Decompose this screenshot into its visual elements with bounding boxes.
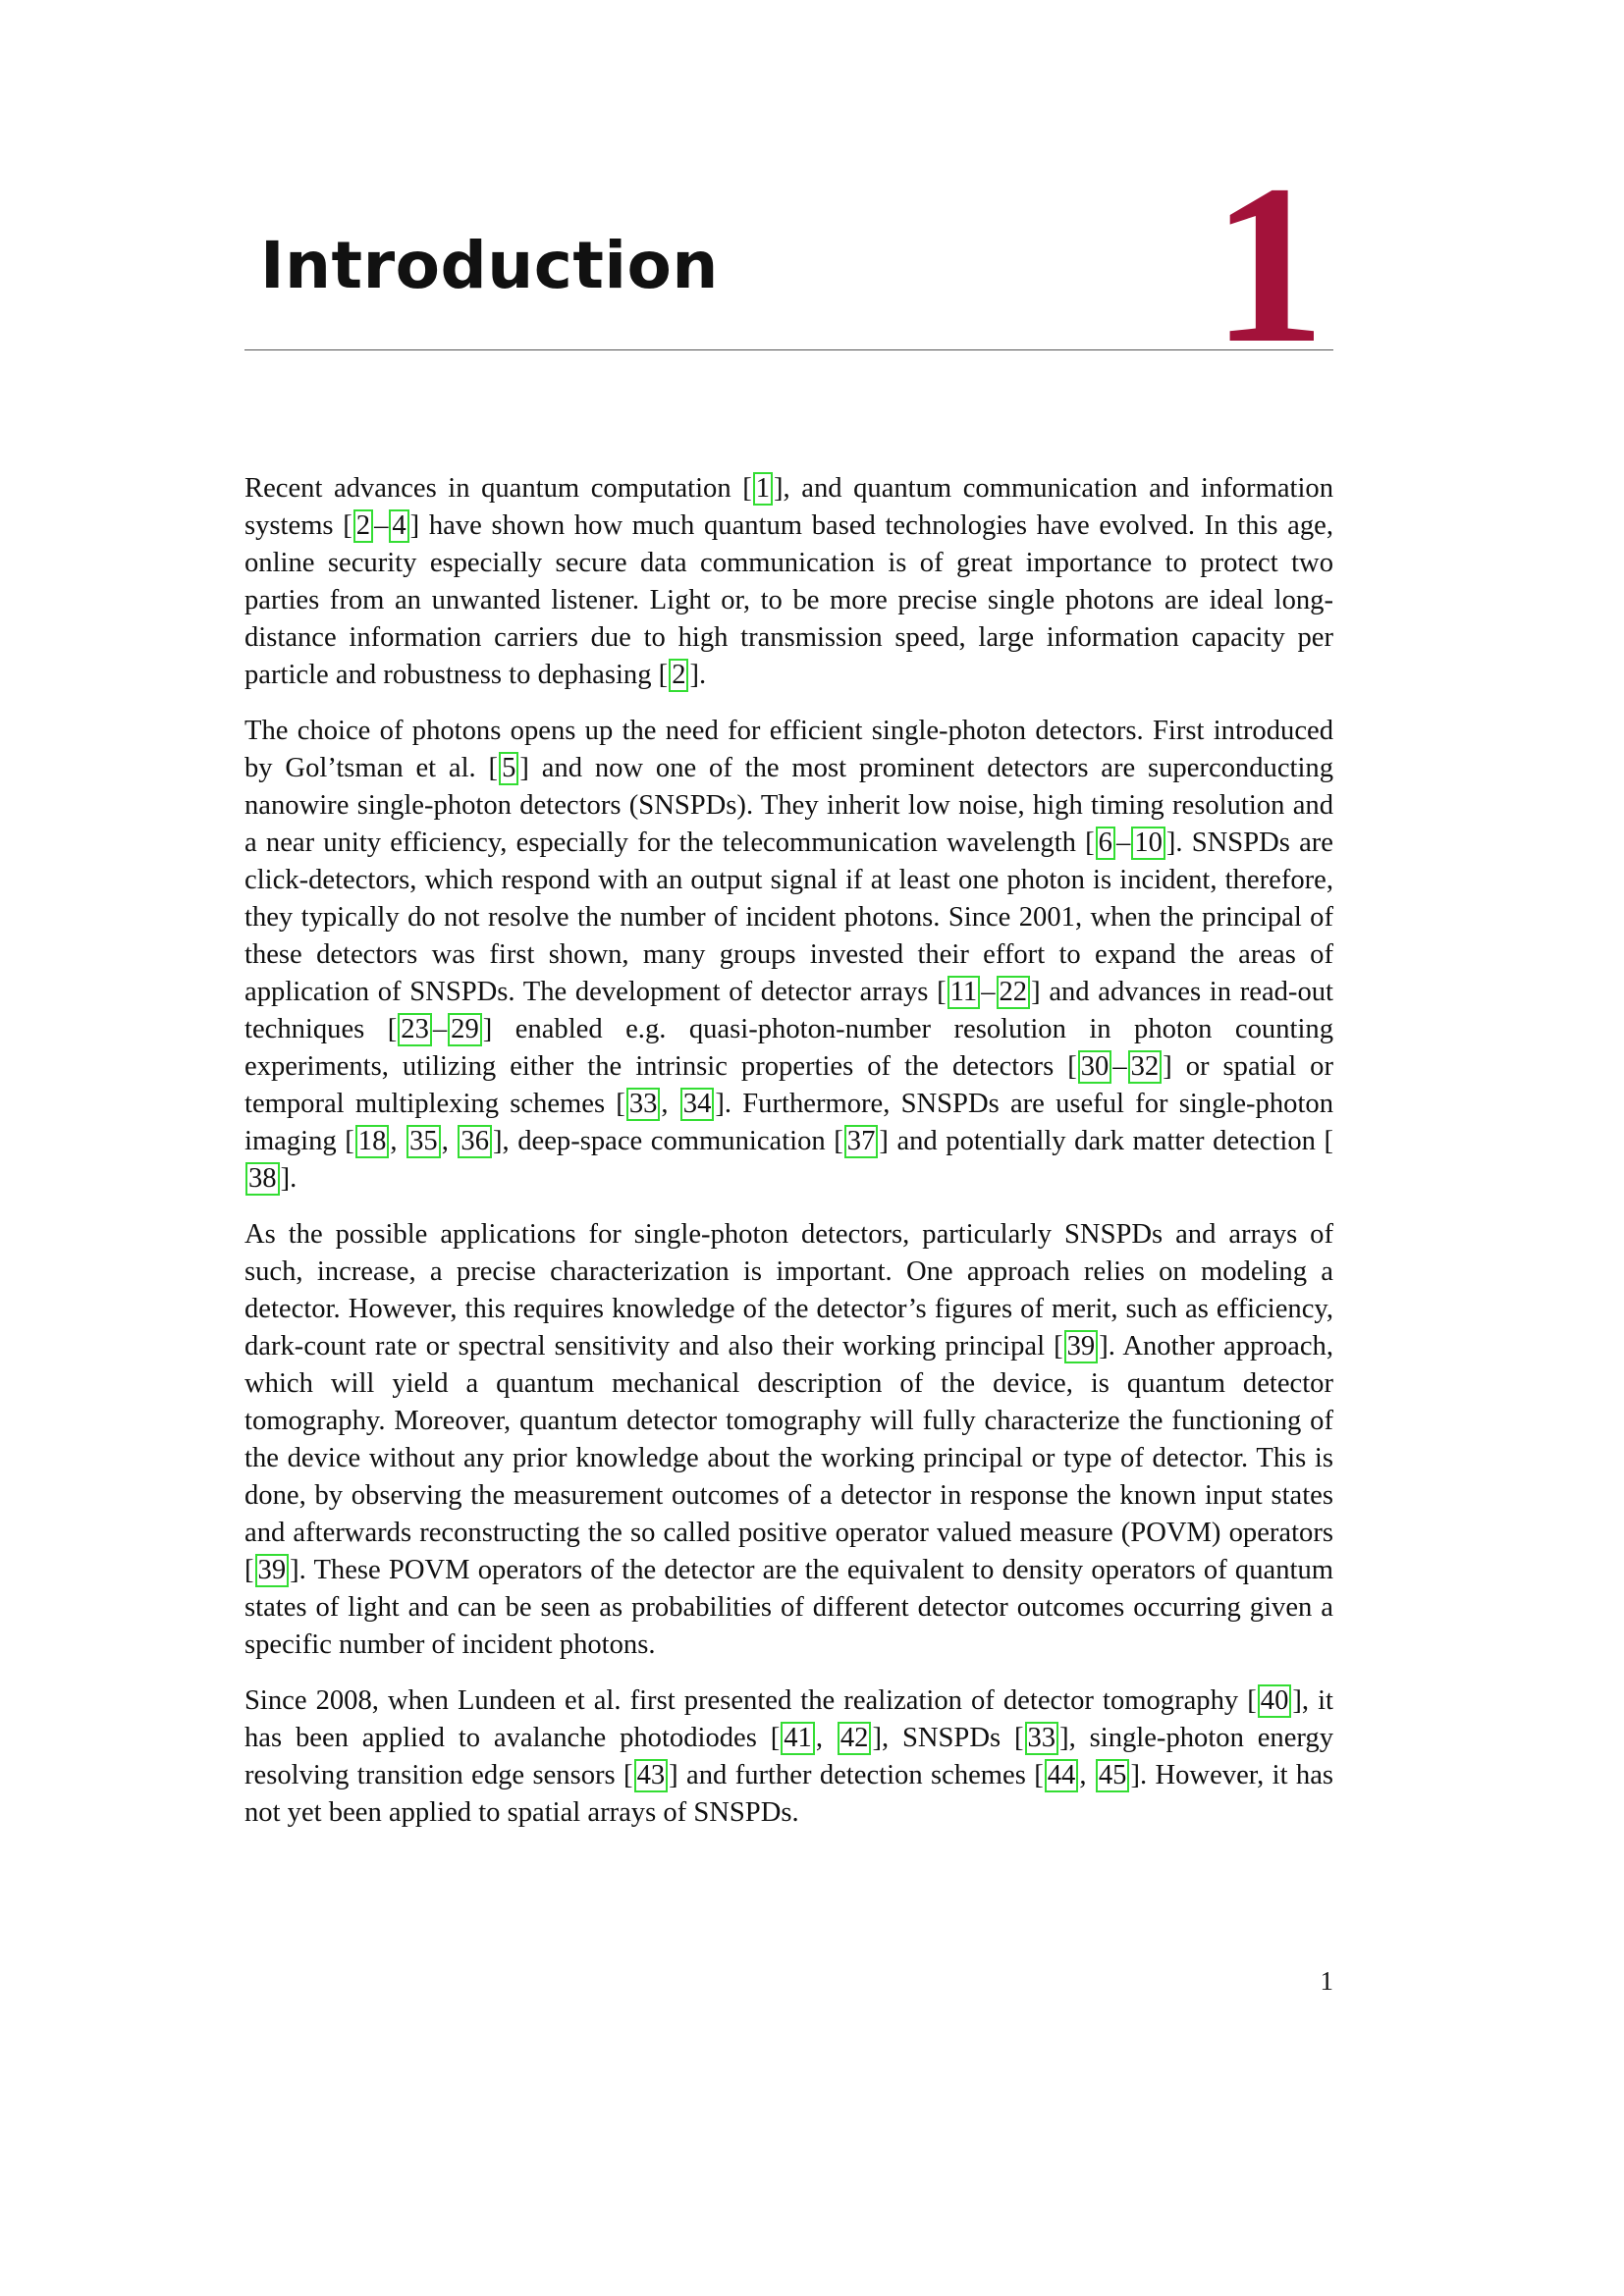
citation-link[interactable]: 36 [458,1125,492,1158]
paragraph-text: ], single-photon energy resolving transition edge sensors [ [244,1723,1334,1790]
paragraph-text: ] have shown how much quantum based technologies have evolved. In this age, online security especially secure data communication is of great importance to protect two parties from an unwanted listener. Light or, to be more precise single photons are ideal long-distance information carriers due to high transmission speed, large information capacity per particle and robustness to dephasing [ [244,510,1333,690]
citation-link[interactable]: 35 [406,1125,441,1158]
paragraph-text: ] and further detection schemes [ [669,1760,1044,1790]
citation-link[interactable]: 41 [781,1722,815,1755]
citation-link[interactable]: 11 [947,976,981,1009]
citation-link[interactable]: 22 [997,976,1031,1009]
paragraph-text: ] and advances in read-out techniques [ [244,977,1333,1044]
citation-link[interactable]: 1 [753,472,773,506]
citation-link[interactable]: 30 [1078,1050,1112,1084]
paragraph-1 [244,470,1333,694]
paragraph-text: – [432,1014,448,1044]
paragraph-text: – [1112,1051,1127,1082]
citation-link[interactable]: 42 [838,1722,872,1755]
paragraph-text: The choice of photons opens up the need for efficient single-photon detectors. First introduced by Gol’tsman et al. [ [244,716,1333,783]
paragraph-text: – [374,510,389,541]
citation-link[interactable]: 40 [1258,1684,1292,1718]
paragraph-text: ]. Furthermore, SNSPDs are useful for single-photon imaging [ [244,1089,1333,1156]
citation-link[interactable]: 33 [1025,1722,1059,1755]
citation-link[interactable]: 37 [844,1125,879,1158]
paragraph-text: ]. These POVM operators of the detector are the equivalent to density operators of quantum states of light and can be seen as probabilities of different detector outcomes occurring given a specific number of incident photons. [244,1555,1333,1660]
paragraph-text: ]. However, it has not yet been applied to spatial arrays of SNSPDs. [244,1760,1334,1828]
citation-link[interactable]: 10 [1131,827,1165,860]
paragraph-text: ], it has been applied to avalanche photodiodes [ [244,1685,1333,1753]
citation-link[interactable]: 23 [398,1013,432,1046]
citation-link[interactable]: 2 [353,509,373,543]
chapter-number: 1 [1212,138,1326,391]
paragraph-text: ]. [280,1163,298,1194]
paragraph-text: ], and quantum communication and information systems [ [244,473,1333,541]
citation-link[interactable]: 29 [448,1013,482,1046]
paragraph-text: , [815,1723,837,1753]
citation-link[interactable]: 5 [499,752,518,785]
paragraph-2 [244,713,1333,1198]
paragraph-text: ], deep-space communication [ [493,1126,843,1156]
paragraph-text: – [981,977,996,1007]
paragraph-text: , [390,1126,406,1156]
paragraph-text: ] or spatial or temporal multiplexing schemes [ [244,1051,1333,1119]
citation-link[interactable]: 32 [1128,1050,1163,1084]
paragraph-text: , [661,1089,679,1119]
citation-link[interactable]: 45 [1096,1759,1130,1792]
paragraph-text: Since 2008, when Lundeen et al. first presented the realization of detector tomography [ [244,1685,1257,1716]
chapter-title: Introduction [260,228,719,303]
paragraph-3 [244,1216,1333,1664]
paragraph-4 [244,1682,1333,1832]
paragraph-text: , [1079,1760,1095,1790]
citation-link[interactable]: 39 [1064,1330,1099,1363]
chapter-header [244,138,1333,391]
citation-link[interactable]: 44 [1045,1759,1079,1792]
paragraph-text: ] enabled e.g. quasi-photon-number resolution in photon counting experiments, utilizing either the intrinsic properties of the detectors [ [244,1014,1333,1082]
paragraph-text: Recent advances in quantum computation [ [244,473,752,504]
paragraph-text: – [1115,828,1131,858]
paragraph-text: ] and potentially dark matter detection [ [879,1126,1333,1156]
citation-link[interactable]: 38 [245,1162,280,1196]
citation-link[interactable]: 33 [626,1088,661,1121]
paragraph-text: ]. [689,660,707,690]
page-number: 1 [1320,1966,1333,1996]
paragraph-text: ], SNSPDs [ [872,1723,1024,1753]
citation-link[interactable]: 4 [389,509,408,543]
citation-link[interactable]: 6 [1096,827,1115,860]
paragraph-text: As the possible applications for single-photon detectors, particularly SNSPDs and arrays of such, increase, a precise characterization is important. One approach relies on modeling a detector. However, this requires knowledge of the detector’s figures of merit, such as efficiency, dark-count rate or spectral sensitivity and also their working principal [ [244,1219,1333,1362]
paragraph-text: ]. SNSPDs are click-detectors, which respond with an output signal if at least one photon is incident, therefore, they typically do not resolve the number of incident photons. Since 2001, when the principal of these detectors was first shown, many groups invested their effort to expand the areas of application of SNSPDs. The development of detector arrays [ [244,828,1333,1007]
citation-link[interactable]: 18 [355,1125,390,1158]
citation-link[interactable]: 39 [255,1554,290,1587]
paragraph-text: ]. Another approach, which will yield a quantum mechanical description of the device, is quantum detector tomography. Moreover, quantum detector tomography will fully characterize the functioning of the device without any prior knowledge about the working principal or type of detector. This is done, by observing the measurement outcomes of a detector in response the known input states and afterwards reconstructing the so called positive operator valued measure (POVM) operators [ [244,1331,1333,1585]
paragraph-text: , [441,1126,458,1156]
body-text [244,470,1333,1850]
citation-link[interactable]: 2 [669,659,688,692]
citation-link[interactable]: 43 [634,1759,669,1792]
citation-link[interactable]: 34 [680,1088,715,1121]
paragraph-text: ] and now one of the most prominent detectors are superconducting nanowire single-photon detectors (SNSPDs). They inherit low noise, high timing resolution and a near unity efficiency, especially for the telecommunication wavelength [ [244,753,1333,858]
